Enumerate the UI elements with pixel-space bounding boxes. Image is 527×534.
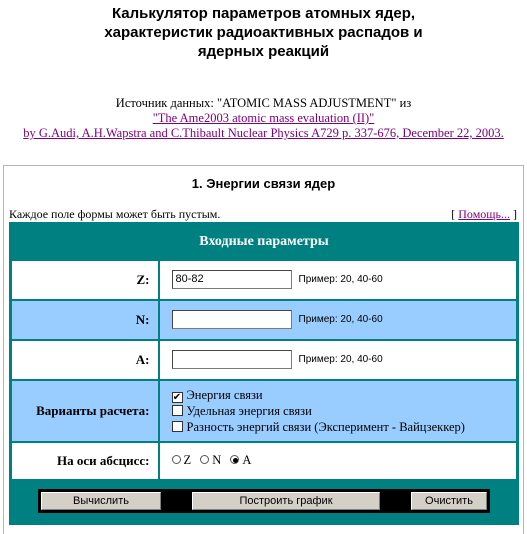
axis-label: На оси абсцисс: [11,442,159,480]
a-label: A: [11,340,159,380]
calculate-button[interactable]: Вычислить [41,492,161,510]
button-row [11,480,518,524]
nuclear-physics-link[interactable]: by G.Audi, A.H.Wapstra and C.Thibault Nuclear Physics A729 p. 337-676, December 22, 2003. [23,126,504,140]
checkbox-energy-difference[interactable] [172,421,183,432]
n-input[interactable] [172,310,292,329]
option-specific-binding-energy[interactable]: Удельная энергия связи [172,403,517,419]
ame2003-link[interactable]: "The Ame2003 atomic mass evaluation (II)" [152,111,375,125]
section-title: 1. Энергии связи ядер [191,176,336,191]
help: [ Помощь... ] [451,207,517,221]
source-prefix: Источник данных: "ATOMIC MASS ADJUSTMENT" из [115,96,412,110]
z-input[interactable]: 80-82 [172,270,292,289]
a-example: Пример: 20, 40-60 [298,354,383,365]
z-example: Пример: 20, 40-60 [298,274,383,285]
data-source [0,96,527,141]
title-line-2: характеристик радиоактивных распадов и [104,24,423,41]
radio-z-circle[interactable] [172,455,181,464]
form-note: Каждое поле формы может быть пустым. [9,207,221,221]
checkbox-binding-energy[interactable]: ✔ [172,391,182,403]
radio-z[interactable]: Z [172,453,192,467]
radio-a[interactable]: A [230,453,251,467]
radio-n[interactable]: N [200,453,221,467]
a-input[interactable] [172,350,292,369]
plot-button[interactable]: Построить график [192,492,380,510]
form-heading: Входные параметры [11,224,518,260]
checkbox-specific-binding-energy[interactable] [172,405,183,416]
axis-radio-group [159,442,518,480]
z-label: Z: [11,260,159,300]
title-line-3: ядерных реакций [197,43,330,60]
options-label: Варианты расчета: [11,380,159,442]
n-example: Пример: 20, 40-60 [298,314,383,325]
radio-a-circle[interactable] [230,455,239,464]
radio-n-circle[interactable] [200,455,209,464]
page-title [0,4,527,61]
option-energy-difference[interactable]: Разность энергий связи (Эксперимент - Вайцзеккер) [172,419,517,435]
help-link[interactable]: Помощь... [458,207,510,221]
input-form [9,222,519,525]
n-label: N: [11,300,159,340]
clear-button[interactable]: Очистить [411,492,487,510]
option-binding-energy[interactable]: ✔ Энергия связи [172,387,263,403]
title-line-1: Калькулятор параметров атомных ядер, [111,5,416,22]
options-group [159,380,518,442]
button-bar [38,489,490,513]
